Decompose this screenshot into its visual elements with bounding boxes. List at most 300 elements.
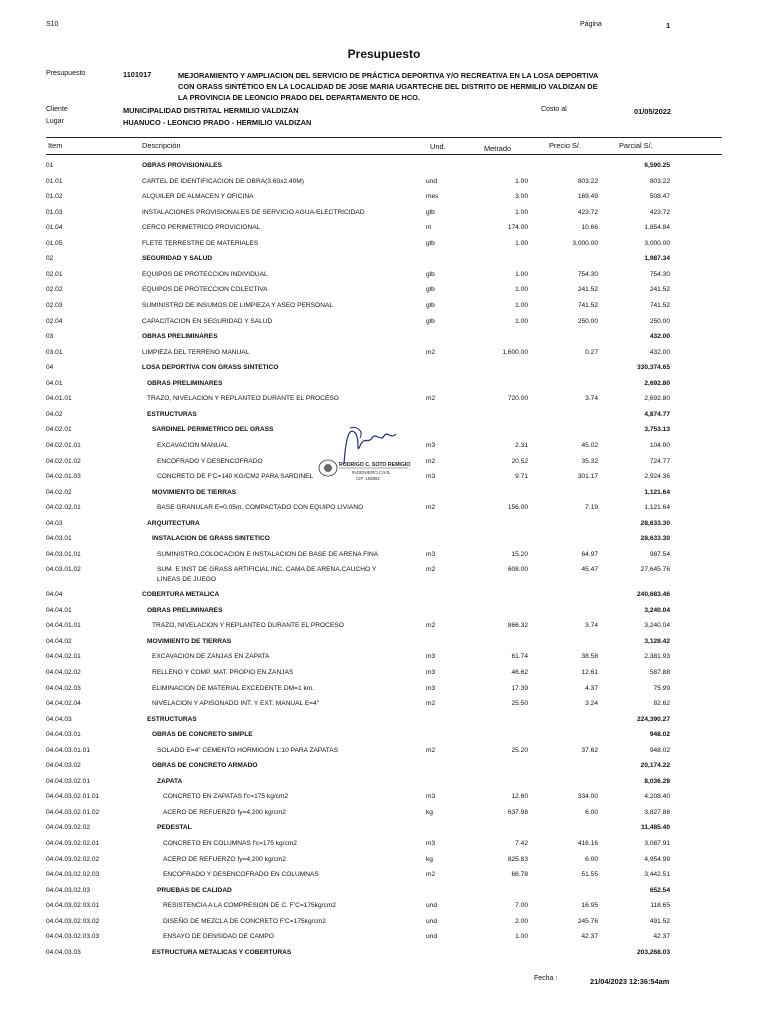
row-description: CONCRETO EN ZAPATAS f'c=175 kg/cm2 bbox=[163, 793, 289, 801]
row-precio: 245.76 bbox=[577, 917, 598, 925]
row-description: ENCOFRADO Y DESENCOFRADO bbox=[157, 457, 263, 465]
row-description: ZAPATA bbox=[157, 777, 183, 785]
row-metrado: 7.00 bbox=[515, 902, 528, 910]
row-unit: m2 bbox=[426, 566, 436, 574]
row-unit: m2 bbox=[426, 871, 436, 879]
row-item-code: 02 bbox=[46, 255, 54, 263]
row-metrado: 866.32 bbox=[507, 622, 528, 630]
row-item-code: 04.04.03.02.03.03 bbox=[46, 933, 100, 941]
row-description: LIMPIEZA DEL TERRENO MANUAL bbox=[142, 348, 250, 356]
group-row bbox=[0, 760, 768, 772]
row-unit: kg bbox=[426, 855, 433, 863]
row-parcial: 432.00 bbox=[649, 348, 670, 356]
table-row bbox=[0, 916, 768, 928]
row-precio: 6.00 bbox=[585, 808, 598, 816]
table-row bbox=[0, 207, 768, 219]
row-metrado: 9.71 bbox=[515, 473, 528, 480]
group-row bbox=[0, 885, 768, 897]
table-row bbox=[0, 854, 768, 866]
row-description: ACERO DE REFUERZO fy=4,200 kg/cm2 bbox=[163, 808, 286, 816]
row-precio: 3,000.00 bbox=[572, 239, 598, 247]
row-unit: glb bbox=[426, 286, 435, 294]
project-name: MEJORAMIENTO Y AMPLIACION DEL SERVICIO DE PRÁCTICA DEPORTIVA Y/O RECREATIVA EN LA LOSA DEPORTIVA CON GRASS SINTÉTICO EN LA LOCALIDAD DE JOSE MARIA UGARTECHE DEL DISTRITO DE HERMILIO VALDIZAN DE LA PROVINCIA DE LEONCIO PRADO DEL DEPARTAMENTO DE HCO. bbox=[178, 71, 599, 102]
row-parcial: 3,442.51 bbox=[644, 871, 670, 879]
row-parcial: 3,240.04 bbox=[644, 606, 670, 614]
row-item-code: 04.04.03.03 bbox=[46, 948, 81, 956]
row-unit: und bbox=[426, 917, 438, 925]
row-item-code: 04.04.03.02.01 bbox=[46, 777, 90, 785]
row-metrado: 637.98 bbox=[507, 808, 528, 816]
table-row bbox=[0, 222, 768, 234]
row-parcial: 250.00 bbox=[649, 317, 670, 325]
row-parcial: 28,633.30 bbox=[640, 535, 670, 543]
row-parcial: 2,692.80 bbox=[644, 395, 670, 403]
row-item-code: 04.04.03.02.03 bbox=[46, 886, 90, 894]
group-row bbox=[0, 947, 768, 959]
row-description: SARDINEL PERIMETRICO DEL GRASS bbox=[152, 426, 274, 434]
row-precio: 416.16 bbox=[577, 840, 598, 847]
row-description: EQUIPOS DE PROTECCION COLECTIVA bbox=[142, 286, 268, 294]
row-description: ESTRUCTURAS bbox=[147, 715, 197, 723]
group-row bbox=[0, 729, 768, 741]
row-parcial: 423.72 bbox=[649, 208, 670, 216]
row-description: OBRAS DE CONCRETO ARMADO bbox=[152, 762, 258, 770]
row-parcial: 2,692.80 bbox=[644, 379, 670, 387]
row-parcial: 2,924.36 bbox=[644, 473, 670, 480]
row-parcial: 4,208.40 bbox=[644, 793, 670, 801]
group-row bbox=[0, 160, 768, 172]
row-parcial: 241.52 bbox=[649, 286, 670, 294]
group-row bbox=[0, 589, 768, 601]
row-precio: 3.24 bbox=[585, 700, 598, 707]
row-item-code: 04.04.03.02.03.02 bbox=[46, 917, 100, 925]
row-item-code: 04.04.02.03 bbox=[46, 684, 81, 692]
row-metrado: 1,600.00 bbox=[502, 348, 528, 356]
row-metrado: 66.78 bbox=[511, 871, 528, 879]
row-description: FLETE TERRESTRE DE MATERIALES bbox=[142, 239, 259, 247]
row-metrado: 61.74 bbox=[511, 653, 528, 661]
table-row bbox=[0, 347, 768, 359]
row-item-code: 04.04.02 bbox=[46, 637, 72, 645]
row-parcial: 948.02 bbox=[649, 746, 670, 754]
row-description: INSTALACIONES PROVISIONALES DE SERVICIO AGUA-ELECTRICIDAD bbox=[142, 208, 365, 216]
row-unit: m3 bbox=[426, 473, 436, 480]
row-item-code: 04.02.01.02 bbox=[46, 457, 81, 465]
row-metrado: 7.42 bbox=[515, 840, 528, 847]
engineer-stamp bbox=[316, 424, 424, 486]
group-row bbox=[0, 776, 768, 788]
row-item-code: 04.04.01.01 bbox=[46, 622, 81, 630]
row-description: TRAZO, NIVELACION Y REPLANTEO DURANTE EL PROCESO bbox=[152, 622, 344, 630]
row-metrado: 608.00 bbox=[507, 566, 528, 574]
row-precio: 38.58 bbox=[581, 653, 598, 661]
row-unit: m3 bbox=[426, 793, 436, 801]
row-parcial: 491.52 bbox=[649, 917, 670, 925]
row-item-code: 01.04 bbox=[46, 224, 63, 232]
row-parcial: 1,121.64 bbox=[644, 488, 670, 496]
row-item-code: 04.04.03 bbox=[46, 715, 72, 723]
row-description: MOVIMIENTO DE TIERRAS bbox=[152, 488, 237, 496]
row-parcial: 741.52 bbox=[649, 302, 670, 309]
row-item-code: 04.04.03.02 bbox=[46, 762, 81, 770]
group-row bbox=[0, 822, 768, 834]
row-description: ELIMINACION DE MATERIAL EXCEDENTE DM=1 km. bbox=[152, 684, 315, 692]
row-unit: glb bbox=[426, 208, 435, 216]
table-row bbox=[0, 238, 768, 250]
row-unit: m2 bbox=[426, 746, 436, 754]
table-row bbox=[0, 284, 768, 296]
presupuesto-code: 1101017 bbox=[123, 70, 152, 79]
row-unit: und bbox=[426, 177, 438, 185]
group-row bbox=[0, 714, 768, 726]
table-row bbox=[0, 269, 768, 281]
table-row bbox=[0, 807, 768, 819]
table-row bbox=[0, 502, 768, 514]
row-parcial: 3,000.00 bbox=[644, 239, 670, 247]
lugar-value: HUANUCO - LEONCIO PRADO - HERMILIO VALDIZAN bbox=[123, 118, 312, 127]
row-parcial: 3,827.88 bbox=[644, 808, 670, 816]
row-metrado: 1.00 bbox=[515, 177, 528, 185]
table-row bbox=[0, 176, 768, 188]
row-description: ENCOFRADO Y DESENCOFRADO EN COLUMNAS bbox=[163, 871, 319, 879]
row-item-code: 04.02 bbox=[46, 410, 63, 418]
row-item-code: 04.04 bbox=[46, 591, 63, 599]
row-precio: 741.52 bbox=[577, 302, 598, 309]
group-row bbox=[0, 409, 768, 421]
table-row bbox=[0, 564, 768, 586]
group-row bbox=[0, 362, 768, 374]
col-parcial: Parcial S/. bbox=[619, 141, 653, 150]
row-description: INSTALACION DE GRASS SINTETICO bbox=[152, 535, 270, 543]
row-parcial: 803.22 bbox=[649, 177, 670, 185]
row-unit: glb bbox=[426, 270, 435, 278]
table-row bbox=[0, 651, 768, 663]
row-item-code: 04.03 bbox=[46, 519, 63, 527]
row-precio: 4.37 bbox=[585, 684, 598, 692]
row-item-code: 04.04.03.02.03.01 bbox=[46, 902, 100, 910]
table-row bbox=[0, 869, 768, 881]
table-row bbox=[0, 191, 768, 203]
row-parcial: 587.88 bbox=[649, 668, 670, 676]
row-precio: 37.62 bbox=[581, 746, 598, 754]
row-parcial: 8,036.28 bbox=[644, 777, 670, 785]
fecha-value: 21/04/2023 12:36:54am bbox=[590, 977, 670, 986]
row-precio: 301.17 bbox=[577, 473, 598, 480]
row-metrado: 825.83 bbox=[507, 855, 528, 863]
row-description: COBERTURA METALICA bbox=[142, 591, 220, 599]
row-item-code: 04.04.03.02.02.02 bbox=[46, 855, 100, 863]
row-item-code: 04.04.03.02.01.02 bbox=[46, 808, 100, 816]
row-parcial: 224,390.27 bbox=[636, 715, 670, 723]
row-metrado: 1.00 bbox=[515, 270, 528, 278]
stamp-name: RODRIGO C. SOTO REMIGIO bbox=[339, 462, 411, 468]
row-parcial: 203,268.03 bbox=[636, 948, 670, 956]
row-item-code: 04.04.03.02.02.03 bbox=[46, 871, 100, 879]
row-item-code: 03 bbox=[46, 333, 54, 341]
row-parcial: 1,121.64 bbox=[644, 504, 670, 512]
costo-date: 01/05/2022 bbox=[634, 107, 671, 116]
row-precio: 12.61 bbox=[581, 668, 598, 676]
row-parcial: 3,087.91 bbox=[644, 840, 670, 847]
row-item-code: 04.04.02.01 bbox=[46, 653, 81, 661]
row-precio: 0.27 bbox=[585, 348, 598, 356]
row-description: PEDESTAL bbox=[157, 824, 192, 832]
row-parcial: 28,633.30 bbox=[640, 519, 670, 527]
row-parcial: 948.02 bbox=[649, 731, 670, 739]
row-metrado: 46.62 bbox=[511, 668, 528, 676]
row-item-code: 02.04 bbox=[46, 317, 63, 325]
row-parcial: 4,954.98 bbox=[644, 855, 670, 863]
row-description: ENSAYO DE DENSIDAD DE CAMPO bbox=[163, 933, 274, 941]
row-item-code: 04.02.01.03 bbox=[46, 473, 81, 480]
row-precio: 7.19 bbox=[585, 504, 598, 512]
cliente-label: Cliente bbox=[46, 106, 68, 113]
row-precio: 423.72 bbox=[577, 208, 598, 216]
fecha-label: Fecha : bbox=[534, 975, 558, 982]
row-parcial: 118.65 bbox=[650, 902, 670, 910]
row-description: ALQUILER DE ALMACEN Y OFICINA bbox=[142, 193, 254, 201]
row-metrado: 1.00 bbox=[515, 302, 528, 309]
document-title: Presupuesto bbox=[347, 47, 421, 61]
row-description: RELLENO Y COMP. MAT. PROPIO EN ZANJAS bbox=[152, 668, 294, 676]
row-description: OBRAS PROVISIONALES bbox=[142, 162, 222, 169]
row-precio: 6.00 bbox=[585, 855, 598, 863]
table-row bbox=[0, 316, 768, 328]
costo-label: Costo al bbox=[541, 106, 567, 113]
row-precio: 169.49 bbox=[577, 193, 598, 201]
col-und: Und. bbox=[430, 142, 446, 151]
row-parcial: 6,590.25 bbox=[644, 162, 670, 169]
col-precio: Precio S/. bbox=[549, 141, 582, 150]
col-item: Item bbox=[48, 141, 63, 150]
row-description: OBRAS PRELIMINARES bbox=[142, 333, 218, 341]
row-item-code: 04.04.03.01.01 bbox=[46, 746, 90, 754]
row-item-code: 04 bbox=[46, 364, 54, 372]
row-parcial: 754.30 bbox=[649, 270, 670, 278]
row-parcial: 652.54 bbox=[649, 886, 670, 894]
lugar-label: Lugar bbox=[46, 118, 64, 125]
row-unit: m3 bbox=[426, 441, 436, 449]
group-row bbox=[0, 518, 768, 530]
row-unit: m3 bbox=[426, 840, 436, 847]
row-parcial: 75.99 bbox=[653, 684, 670, 692]
row-metrado: 2.00 bbox=[515, 917, 528, 925]
row-description: OBRAS PRELIMINARES bbox=[147, 606, 223, 614]
row-item-code: 02.03 bbox=[46, 302, 63, 309]
row-parcial: 27,645.76 bbox=[640, 566, 670, 574]
row-item-code: 01.05 bbox=[46, 239, 63, 247]
row-description: CONCRETO EN COLUMNAS f'c=175 kg/cm2 bbox=[163, 840, 297, 847]
row-metrado: 20.52 bbox=[511, 457, 528, 465]
row-unit: und bbox=[426, 933, 438, 941]
row-item-code: 04.01.01 bbox=[46, 395, 72, 403]
row-item-code: 04.03.01.01 bbox=[46, 550, 81, 558]
row-unit: m3 bbox=[426, 668, 436, 676]
row-item-code: 01.03 bbox=[46, 208, 63, 216]
table-row bbox=[0, 931, 768, 943]
row-item-code: 04.03.01 bbox=[46, 535, 72, 543]
row-metrado: 12.60 bbox=[511, 793, 528, 801]
row-parcial: 104.00 bbox=[649, 441, 670, 449]
row-item-code: 04.02.01.01 bbox=[46, 441, 81, 449]
row-metrado: 1.00 bbox=[515, 208, 528, 216]
row-parcial: 987.54 bbox=[649, 550, 670, 558]
row-metrado: 15.20 bbox=[511, 550, 528, 558]
row-item-code: 04.04.02.02 bbox=[46, 668, 81, 676]
stamp-role: INGENIERO CIVIL bbox=[352, 470, 391, 475]
row-description: SOLADO E=4" CEMENTO HORMIGON 1:10 PARA ZAPATAS bbox=[157, 746, 339, 754]
row-metrado: 25.20 bbox=[511, 746, 528, 754]
row-description: ACERO DE REFUERZO fy=4,200 kg/cm2 bbox=[163, 855, 286, 863]
row-metrado: 1.00 bbox=[515, 933, 528, 941]
table-row bbox=[0, 791, 768, 803]
row-description: NIVELACION Y APISONADO INT. Y EXT. MANUAL E=4" bbox=[152, 700, 320, 707]
row-description: EXCAVACION MANUAL bbox=[157, 441, 229, 449]
row-precio: 250.00 bbox=[577, 317, 598, 325]
row-parcial: 20,174.22 bbox=[640, 762, 670, 770]
table-row bbox=[0, 667, 768, 679]
row-parcial: 724.77 bbox=[649, 457, 670, 465]
row-item-code: 04.03.01.02 bbox=[46, 566, 81, 574]
row-metrado: 1.00 bbox=[515, 317, 528, 325]
row-unit: m3 bbox=[426, 653, 436, 661]
page-number: 1 bbox=[666, 21, 671, 30]
row-description: PRUEBAS DE CALIDAD bbox=[157, 886, 232, 894]
row-parcial: 1,987.34 bbox=[644, 255, 670, 263]
cliente-value: MUNICIPALIDAD DISTRITAL HERMILIO VALDIZAN bbox=[123, 106, 299, 115]
row-precio: 42.37 bbox=[581, 933, 598, 941]
group-row bbox=[0, 331, 768, 343]
report-code: S10 bbox=[46, 21, 59, 28]
row-description: MOVIMIENTO DE TIERRAS bbox=[147, 637, 232, 645]
row-metrado: 3.00 bbox=[515, 193, 528, 201]
row-metrado: 156.00 bbox=[507, 504, 528, 512]
row-metrado: 1.00 bbox=[515, 286, 528, 294]
row-description: RESISTENCIA A LA COMPRESION DE C. F'C=175kg/cm2 bbox=[163, 902, 336, 910]
row-precio: 3.74 bbox=[585, 622, 598, 630]
row-description: ESTRUCTURA METALICAS Y COBERTURAS bbox=[152, 948, 292, 956]
row-unit: m2 bbox=[426, 700, 436, 707]
row-metrado: 25.50 bbox=[511, 700, 528, 707]
row-description: SEGURIDAD Y SALUD bbox=[142, 255, 213, 263]
row-precio: 3.74 bbox=[585, 395, 598, 403]
stamp-cip: CIP. 158882 bbox=[356, 476, 380, 481]
col-descripcion: Descripción bbox=[142, 141, 181, 150]
row-metrado: 17.39 bbox=[511, 684, 528, 692]
page-label: Página bbox=[580, 21, 602, 28]
row-parcial: 330,374.65 bbox=[636, 364, 670, 372]
row-item-code: 04.01 bbox=[46, 379, 63, 387]
row-parcial: 82.62 bbox=[653, 700, 670, 707]
row-parcial: 11,485.40 bbox=[641, 824, 670, 832]
table-row bbox=[0, 698, 768, 710]
row-description: SUMINISTRO,COLOCACION E INSTALACION DE BASE DE ARENA FINA bbox=[157, 550, 379, 558]
row-precio: 16.95 bbox=[581, 902, 598, 910]
row-description: ESTRUCTURAS bbox=[147, 410, 197, 418]
row-description: TRAZO, NIVELACION Y REPLANTEO DURANTE EL PROCESO bbox=[147, 395, 339, 403]
row-precio: 45.47 bbox=[581, 566, 598, 574]
row-unit: m2 bbox=[426, 348, 436, 356]
row-item-code: 02.02 bbox=[46, 286, 63, 294]
table-row bbox=[0, 549, 768, 561]
row-description: CERCO PERIMETRICO PROVICIONAL bbox=[142, 224, 261, 232]
table-row bbox=[0, 393, 768, 405]
row-item-code: 04.04.01 bbox=[46, 606, 72, 614]
row-parcial: 240,683.46 bbox=[636, 591, 670, 599]
row-item-code: 04.04.03.02.02.01 bbox=[46, 840, 100, 847]
row-item-code: 04.04.02.04 bbox=[46, 700, 81, 707]
row-unit: glb bbox=[426, 317, 435, 325]
table-row bbox=[0, 300, 768, 312]
row-parcial: 42.37 bbox=[653, 933, 670, 941]
row-description: DISEÑO DE MEZCLA DE CONCRETO F'C=175kg/cm2 bbox=[163, 917, 326, 925]
row-description: CONCRETO DE F'C=140 KG/CM2 PARA SARDINEL bbox=[157, 473, 314, 480]
row-metrado: 720.00 bbox=[507, 395, 528, 403]
row-unit: m2 bbox=[426, 504, 436, 512]
row-metrado: 174.00 bbox=[507, 224, 528, 232]
row-parcial: 4,874.77 bbox=[644, 410, 670, 418]
table-row bbox=[0, 838, 768, 850]
row-item-code: 01 bbox=[46, 162, 54, 169]
presupuesto-label: Presupuesto bbox=[46, 70, 86, 77]
row-description: EQUIPOS DE PROTECCION INDIVIDUAL bbox=[142, 270, 268, 278]
row-unit: m2 bbox=[426, 457, 436, 465]
row-parcial: 432.00 bbox=[649, 333, 670, 341]
row-unit: m2 bbox=[426, 622, 436, 630]
row-description: LOSA DEPORTIVA CON GRASS SINTETICO bbox=[142, 364, 279, 372]
row-precio: 35.32 bbox=[581, 457, 598, 465]
row-unit: kg bbox=[426, 808, 433, 816]
row-item-code: 04.02.01 bbox=[46, 426, 72, 434]
row-item-code: 04.04.03.02.01.01 bbox=[46, 793, 100, 801]
row-item-code: 02.01 bbox=[46, 270, 63, 278]
row-precio: 241.52 bbox=[577, 286, 598, 294]
group-row bbox=[0, 253, 768, 265]
col-metrado: Metrado bbox=[484, 144, 512, 153]
row-unit: glb bbox=[426, 302, 435, 309]
row-description: SUMINISTRO DE INSUMOS DE LIMPIEZA Y ASEO PERSONAL bbox=[142, 302, 334, 309]
row-description: ARQUITECTURA bbox=[147, 519, 200, 527]
row-precio: 754.30 bbox=[577, 270, 598, 278]
row-parcial: 508.47 bbox=[649, 193, 670, 201]
row-item-code: 04.02.02.01 bbox=[46, 504, 81, 512]
row-description: OBRAS DE CONCRETO SIMPLE bbox=[152, 731, 253, 739]
row-precio: 10.66 bbox=[581, 224, 598, 232]
row-item-code: 03.01 bbox=[46, 348, 63, 356]
row-description: BASE GRANULAR E=0.05m. COMPACTADO CON EQUIPO LIVIANO bbox=[157, 504, 364, 512]
table-row bbox=[0, 683, 768, 695]
row-parcial: 1,854.84 bbox=[644, 224, 670, 232]
table-row bbox=[0, 900, 768, 912]
row-precio: 64.97 bbox=[581, 550, 598, 558]
row-description: CAPACITACION EN SEGURIDAD Y SALUD bbox=[142, 317, 273, 325]
row-description: OBRAS PRELIMINARES bbox=[147, 379, 223, 387]
row-item-code: 04.04.03.01 bbox=[46, 731, 81, 739]
group-row bbox=[0, 636, 768, 648]
group-row bbox=[0, 533, 768, 545]
row-description: EXCAVACION DE ZANJAS EN ZAPATA bbox=[152, 653, 270, 661]
row-unit: mes bbox=[426, 193, 439, 201]
row-parcial: 3,240.04 bbox=[644, 622, 670, 630]
row-precio: 803.22 bbox=[577, 177, 598, 185]
group-row bbox=[0, 487, 768, 499]
row-item-code: 01.01 bbox=[46, 177, 63, 185]
row-unit: m3 bbox=[426, 684, 436, 692]
row-parcial: 3,128.42 bbox=[644, 637, 670, 645]
row-unit: m2 bbox=[426, 395, 436, 403]
row-item-code: 04.04.03.02.02 bbox=[46, 824, 90, 832]
row-unit: glb bbox=[426, 239, 435, 247]
